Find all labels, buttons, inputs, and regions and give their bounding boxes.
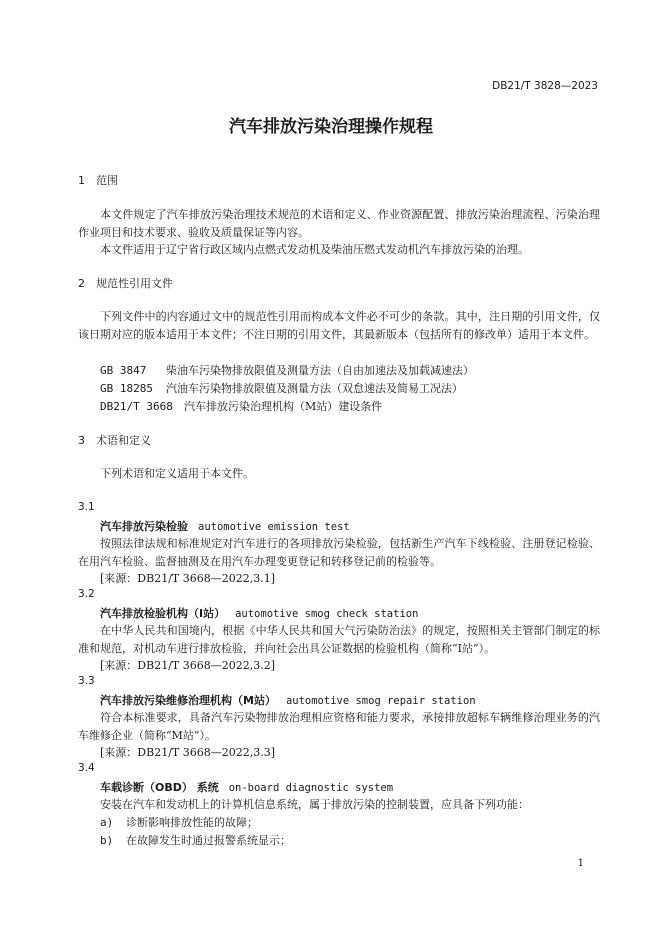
section-number: 1 [78,174,85,187]
section-3-paragraph-1: 下列术语和定义适用于本文件。 [100,467,254,480]
section-1-paragraph-2: 本文件适用于辽宁省行政区域内点燃式发动机及柴油压燃式发动机汽车排放污染的治理。 [100,243,529,256]
list-item [100,832,291,848]
term-heading [100,605,418,621]
list-item-label: b) [100,834,114,847]
term-chinese: 汽车排放检验机构（I站） [100,607,226,620]
term-definition: 按照法律法规和标准规定对汽车进行的各项排放污染检验，包括新生产汽车下线检验、注册登记检验、在用汽车检验、监督抽测及在用汽车办理变更登记和转移登记前的检验等。 [78,537,600,568]
term-english: automotive smog check station [235,608,419,620]
normative-reference [100,398,382,414]
term-chinese: 汽车排放污染维修治理机构（M站） [100,694,276,707]
section-1-paragraph-1: 本文件规定了汽车排放污染治理技术规范的术语和定义、作业资源配置、排放污染治理流程、污染治理作业项目和技术要求、验收及质量保证等内容。 [78,208,600,239]
term-heading [100,518,350,534]
term-chinese: 车载诊断（OBD） 系统 [100,781,219,794]
list-item [100,814,258,830]
section-title: 术语和定义 [96,434,151,447]
reference-code: GB 18285 [100,382,153,395]
term-source: [来源：DB21/T 3668—2022,3.1] [100,572,276,585]
reference-name: 柴油车污染物排放限值及测量方法（自由加速法及加载减速法） [166,364,474,377]
term-number: 3.2 [78,588,95,600]
reference-code: DB21/T 3668 [100,400,173,413]
term-definition: 符合本标准要求，具备汽车污染物排放治理相应资格和能力要求，承接排放超标车辆维修治理业务的汽车维修企业（简称“M站”）。 [78,711,600,742]
reference-name: 汽油车污染物排放限值及测量方法（双怠速法及简易工况法） [166,382,463,395]
list-item-text: 在故障发生时通过报警系统显示； [126,834,291,847]
document-code: DB21/T 3828—2023 [492,80,598,92]
normative-reference [100,380,463,396]
section-number: 3 [78,434,85,447]
term-heading [100,692,476,708]
term-english: automotive emission test [198,521,350,533]
section-2-paragraph-1: 下列文件中的内容通过文中的规范性引用而构成本文件必不可少的条款。其中，注日期的引用文件，仅该日期对应的版本适用于本文件；不注日期的引用文件，其最新版本（包括所有的修改单）适用于本文件。 [78,310,600,341]
term-chinese: 汽车排放污染检验 [100,520,188,533]
term-number: 3.1 [78,501,95,513]
section-2-heading [78,275,173,291]
term-number: 3.3 [78,675,95,687]
list-item-label: a) [100,816,114,829]
term-source: [来源：DB21/T 3668—2022,3.2] [100,659,276,672]
list-item-text: 诊断影响排放性能的故障； [126,816,258,829]
page-number: 1 [577,858,584,869]
term-english: on-board diagnostic system [228,782,394,794]
normative-reference [100,362,474,378]
term-definition: 在中华人民共和国境内，根据《中华人民共和国大气污染防治法》的规定，按照相关主管部门制定的标准和规范，对机动车进行排放检验，并向社会出具公证数据的检验机构（简称“I站”）。 [78,624,600,655]
reference-code: GB 3847 [100,364,147,377]
section-title: 规范性引用文件 [96,277,173,290]
page-title: 汽车排放污染治理操作规程 [229,117,433,137]
term-number: 3.4 [78,762,95,774]
section-number: 2 [78,277,85,290]
term-source: [来源：DB21/T 3668—2022,3.3] [100,746,276,759]
term-definition: 安装在汽车和发动机上的计算机信息系统，属于排放污染的控制装置，应具备下列功能： [100,798,529,811]
reference-name: 汽车排放污染治理机构（M站）建设条件 [184,400,383,413]
section-3-heading [78,432,151,448]
term-heading [100,779,393,795]
section-title: 范围 [96,174,118,187]
section-1-heading [78,172,118,188]
term-english: automotive smog repair station [285,695,476,707]
